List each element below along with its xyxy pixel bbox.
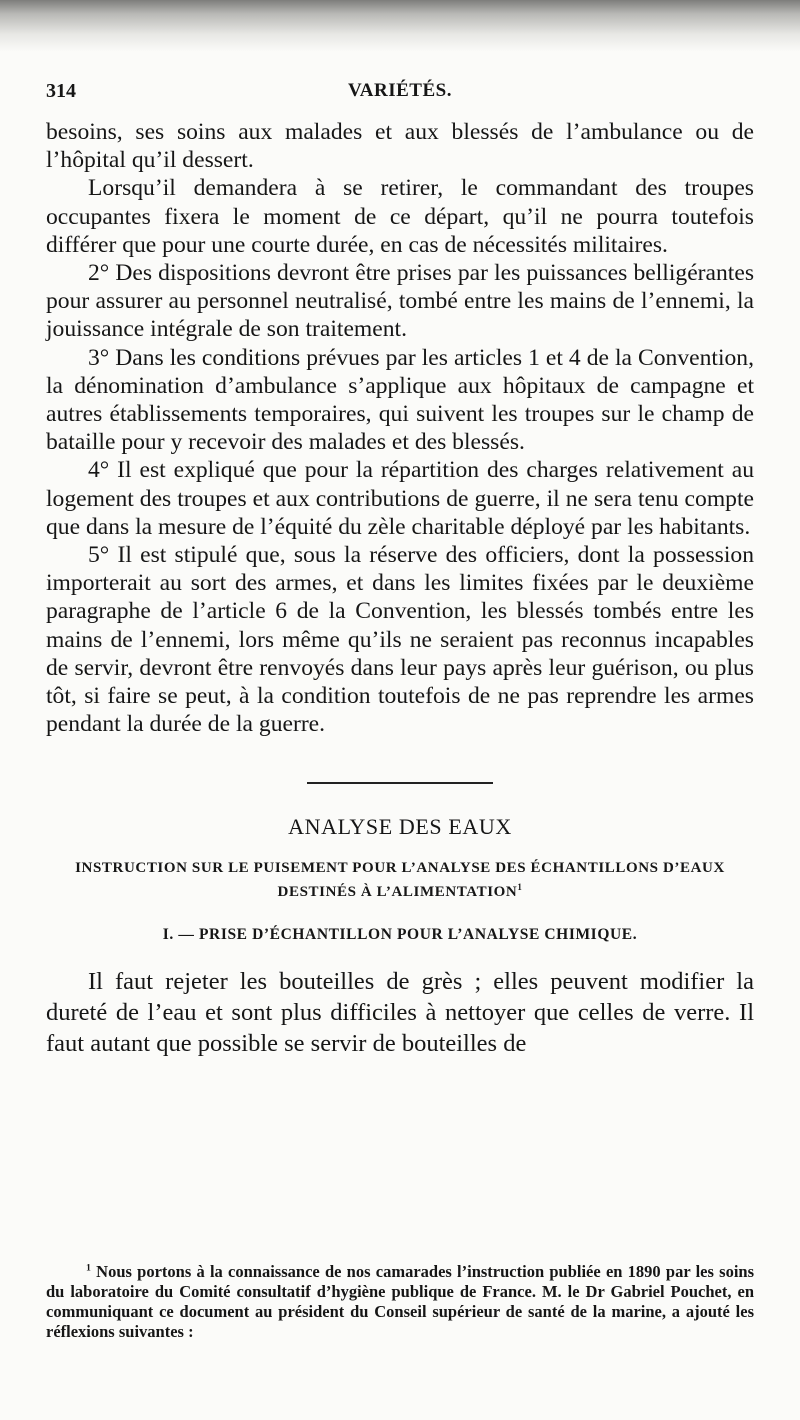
- section-subtitle-line1: INSTRUCTION SUR LE PUISEMENT POUR L’ANALYSE DES ÉCHANTILLONS D’EAUX: [75, 860, 725, 877]
- paragraph-point-3: 3° Dans les conditions prévues par les articles 1 et 4 de la Convention, la dénomination d’ambulance s’applique aux hôpitaux de campagne et autres établissements temporaires, qui suivent les troupes sur le champ de bataille pour y recevoir des malades et des blessés.: [46, 344, 754, 456]
- paragraph-point-4: 4° Il est expliqué que pour la répartition des charges relativement au logement des troupes et aux contributions de guerre, il ne sera tenu compte que dans la mesure de l’équité du zèle charitable déployé par les habitants.: [46, 457, 754, 540]
- paragraph-point-5: 5° Il est stipulé que, sous la réserve des officiers, dont la possession importerait au sort des armes, et dans les limites fixées par le deuxième paragraphe de l’article 6 de la Convention, les blessés tombés entre les mains de l’ennemi, lors même qu’ils ne seraient pas reconnus incapables de servir, devront être renvoyés dans leur pays après leur guérison, ou plus tôt, si faire se peut, à la condition toutefois de ne pas reprendre les armes pendant la durée de la guerre.: [46, 542, 754, 738]
- paragraph-point-2: 2° Des dispositions devront être prises par les puissances belligérantes pour assurer au personnel neutralisé, tombé entre les mains de l’ennemi, la jouissance intégrale de son traitement.: [46, 260, 754, 343]
- part-title: I. — PRISE D’ÉCHANTILLON POUR L’ANALYSE CHIMIQUE.: [162, 926, 638, 944]
- paragraph-retirement: Lorsqu’il demandera à se retirer, le commandant des troupes occupantes fixera le moment de ce départ, qu’il ne pourra toutefois différer que pour une courte durée, en cas de nécessités militaires.: [46, 175, 754, 258]
- page: [46, 76, 754, 1059]
- section-body-paragraph: Il faut rejeter les bouteilles de grès ; elles peuvent modifier la dureté de l’eau et sont plus difficiles à nettoyer que celles de verre. Il faut autant que possible se servir de bouteilles de: [46, 968, 754, 1058]
- footnote-mark: 1: [86, 1262, 91, 1274]
- scan-top-shadow: [0, 0, 800, 52]
- page-number: 314: [46, 80, 76, 102]
- section-title: ANALYSE DES EAUX: [288, 814, 512, 840]
- running-title: VARIÉTÉS.: [348, 80, 452, 101]
- footnote-text: Nous portons à la connaissance de nos camarades l’instruction publiée en 1890 par les soins du laboratoire du Comité consultatif d’hygiène publique de France. M. le Dr Gabriel Pouchet, en communiquant ce document au président du Conseil supérieur de santé de la marine, a ajouté les réflexions suivantes :: [46, 1262, 754, 1341]
- section-body: [46, 966, 754, 1059]
- section-subtitle-line2: DESTINÉS À L’ALIMENTATION: [277, 884, 518, 901]
- footnote-reference[interactable]: 1: [517, 882, 523, 893]
- section-subtitle: [46, 856, 754, 904]
- footnote: [46, 1262, 754, 1342]
- running-header: [46, 76, 754, 110]
- section-divider: [307, 782, 493, 784]
- paragraph-continuation: besoins, ses soins aux malades et aux blessés de l’ambulance ou de l’hôpital qu’il dessert.: [46, 119, 754, 174]
- footnote-text-block: [46, 1262, 754, 1342]
